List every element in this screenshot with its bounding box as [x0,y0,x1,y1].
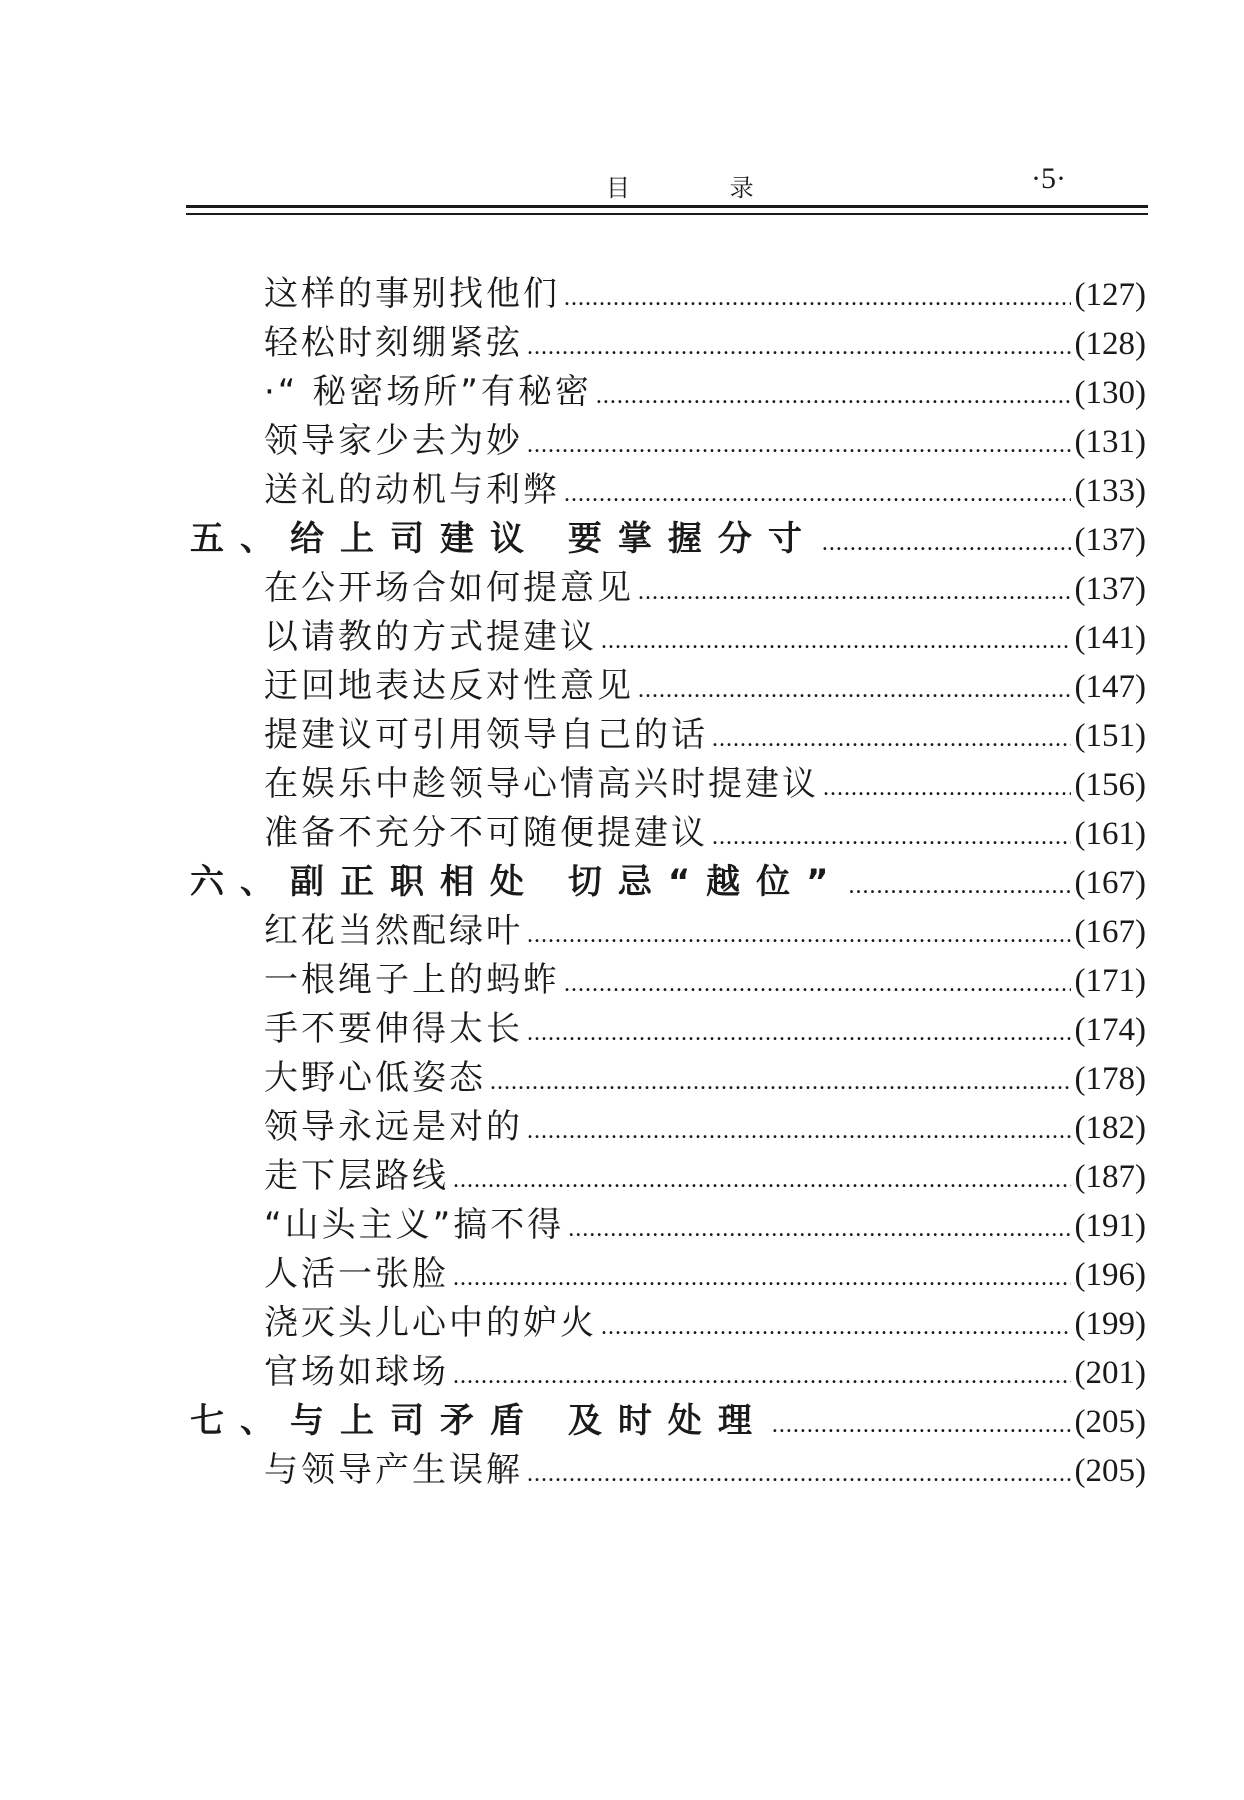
toc-section-entry[interactable] [186,711,1146,760]
toc-page-number: (128) [1074,326,1146,362]
toc-section-title: 提建议可引用领导自己的话 [264,715,708,755]
toc-page-number: (167) [1074,865,1146,901]
toc-section-entry[interactable] [186,1005,1146,1054]
toc-dot-leader [527,421,1071,470]
toc-chapter-entry[interactable] [186,858,1146,907]
toc-chapter-title: 六、副正职相处 切忌“越位” [190,862,845,902]
toc-dot-leader [527,1450,1071,1499]
toc-section-title: 红花当然配绿叶 [264,911,523,951]
toc-section-title: 与领导产生误解 [264,1450,523,1490]
toc-dot-leader [564,960,1071,1009]
toc-section-title: 以请教的方式提建议 [264,617,597,657]
toc-section-title: 浇灭头儿心中的妒火 [264,1303,597,1343]
toc-page-number: (199) [1074,1306,1146,1342]
toc-section-entry[interactable] [186,417,1146,466]
toc-section-title: 在娱乐中趁领导心情高兴时提建议 [264,764,819,804]
toc-section-entry[interactable] [186,368,1146,417]
header-title: 目 录 [606,174,800,202]
toc-dot-leader [601,1303,1071,1352]
toc-dot-leader [490,1058,1071,1107]
toc-page-number: (167) [1074,914,1146,950]
toc-section-title: 一根绳子上的蚂蚱 [264,960,560,1000]
toc-chapter-entry[interactable] [186,515,1146,564]
toc-section-title: ·“ 秘密场所”有秘密 [264,372,592,412]
toc-section-entry[interactable] [186,564,1146,613]
toc-page-number: (182) [1074,1110,1146,1146]
toc-dot-leader [453,1352,1071,1401]
toc-dot-leader [712,813,1071,862]
toc-page-number: (130) [1074,375,1146,411]
toc-page-number: (141) [1074,620,1146,656]
toc-page-number: (133) [1074,473,1146,509]
toc-page-number: (187) [1074,1159,1146,1195]
toc-dot-leader [772,1401,1071,1450]
toc-dot-leader [453,1254,1071,1303]
toc-section-entry[interactable] [186,956,1146,1005]
toc-section-entry[interactable] [186,1054,1146,1103]
toc-page-number: (156) [1074,767,1146,803]
toc-chapter-title: 七、与上司矛盾 及时处理 [190,1401,768,1441]
toc-dot-leader [596,372,1071,421]
toc-section-entry[interactable] [186,907,1146,956]
toc-page-number: (205) [1074,1453,1146,1489]
toc-dot-leader [527,1009,1071,1058]
header-rule-thin [186,213,1148,215]
toc-dot-leader [638,568,1071,617]
toc-page-number: (137) [1074,522,1146,558]
toc-dot-leader [823,764,1071,813]
toc-section-entry[interactable] [186,270,1146,319]
toc-page-number: (196) [1074,1257,1146,1293]
toc-section-entry[interactable] [186,613,1146,662]
toc-section-entry[interactable] [186,1348,1146,1397]
toc-section-title: 走下层路线 [264,1156,449,1196]
toc-section-entry[interactable] [186,809,1146,858]
toc-section-title: “山头主义”搞不得 [264,1205,565,1245]
toc-page-number: (201) [1074,1355,1146,1391]
toc-section-title: 官场如球场 [264,1352,449,1392]
running-header [186,160,1148,208]
toc-section-title: 领导永远是对的 [264,1107,523,1147]
toc-page-number: (131) [1074,424,1146,460]
toc-dot-leader [564,470,1071,519]
toc-section-entry[interactable] [186,1103,1146,1152]
toc-dot-leader [849,862,1071,911]
toc-chapter-title: 五、给上司建议 要掌握分寸 [190,519,818,559]
toc-page-number: (191) [1074,1208,1146,1244]
toc-page-number: (151) [1074,718,1146,754]
toc-section-title: 手不要伸得太长 [264,1009,523,1049]
table-of-contents [186,270,1146,1495]
toc-section-title: 这样的事别找他们 [264,274,560,314]
header-page-number: ·5· [1031,162,1066,195]
toc-page-number: (161) [1074,816,1146,852]
toc-section-entry[interactable] [186,1152,1146,1201]
toc-section-title: 人活一张脸 [264,1254,449,1294]
toc-dot-leader [527,323,1071,372]
toc-chapter-entry[interactable] [186,1397,1146,1446]
toc-dot-leader [527,911,1071,960]
toc-section-title: 迂回地表达反对性意见 [264,666,634,706]
toc-section-title: 领导家少去为妙 [264,421,523,461]
toc-page-number: (171) [1074,963,1146,999]
toc-section-entry[interactable] [186,760,1146,809]
toc-section-entry[interactable] [186,1201,1146,1250]
toc-section-title: 轻松时刻绷紧弦 [264,323,523,363]
toc-section-entry[interactable] [186,466,1146,515]
toc-dot-leader [453,1156,1071,1205]
toc-section-entry[interactable] [186,662,1146,711]
toc-section-title: 送礼的动机与利弊 [264,470,560,510]
toc-section-entry[interactable] [186,1299,1146,1348]
toc-section-entry[interactable] [186,319,1146,368]
toc-page-number: (127) [1074,277,1146,313]
toc-section-title: 准备不充分不可随便提建议 [264,813,708,853]
toc-dot-leader [527,1107,1071,1156]
toc-dot-leader [712,715,1071,764]
toc-section-entry[interactable] [186,1250,1146,1299]
toc-section-title: 在公开场合如何提意见 [264,568,634,608]
toc-section-title: 大野心低姿态 [264,1058,486,1098]
toc-dot-leader [564,274,1071,323]
toc-dot-leader [638,666,1071,715]
toc-dot-leader [568,1205,1070,1254]
header-rule-thick [186,205,1148,208]
toc-page-number: (137) [1074,571,1146,607]
toc-dot-leader [601,617,1071,666]
toc-page-number: (205) [1074,1404,1146,1440]
toc-dot-leader [822,519,1071,568]
toc-page-number: (178) [1074,1061,1146,1097]
toc-page-number: (174) [1074,1012,1146,1048]
toc-page-number: (147) [1074,669,1146,705]
toc-section-entry[interactable] [186,1446,1146,1495]
